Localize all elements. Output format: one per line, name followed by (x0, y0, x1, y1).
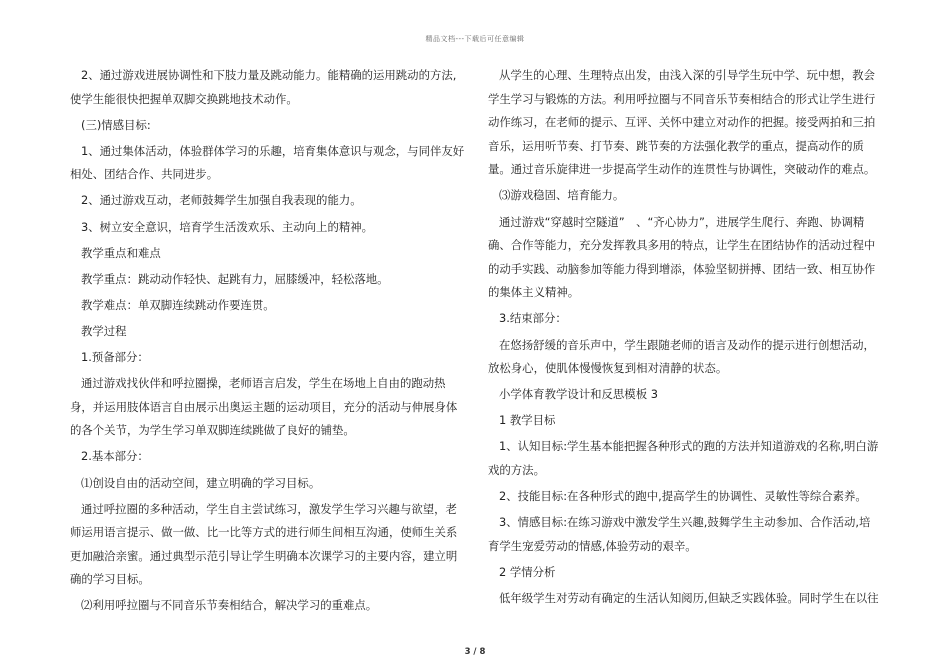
section-heading: 2 学情分析 (499, 564, 556, 579)
paragraph: 1、认知目标:学生基本能把握各种形式的跑的方法并知道游戏的名称,明白游戏的方法。 (488, 439, 879, 477)
paragraph: 2、技能目标:在各种形式的跑中,提高学生的协调性、灵敏性等综合素养。 (499, 489, 867, 504)
paragraph: 3、情感目标:在练习游戏中激发学生兴趣,鼓舞学生主动参加、合作活动,培育学生宠爱劳动的情感,体验劳动的艰辛。 (488, 515, 871, 553)
section-title: 小学体育教学设计和反思模板 3 (499, 387, 658, 402)
paragraph: 教学难点：单双脚连续跳动作要连贯。 (81, 297, 275, 312)
page-number: 3 / 8 (464, 647, 486, 657)
paragraph: 教学重点：跳动动作轻快、起跳有力，屈膝缓冲，轻松落地。 (81, 271, 389, 286)
paragraph: ⑶游戏稳固、培育能力。 (499, 188, 625, 203)
left-column (70, 64, 465, 621)
paragraph: 从学生的心理、生理特点出发，由浅入深的引导学生玩中学、玩中想，教会学生学习与锻炼的方法。利用呼拉圈与不同音乐节奏相结合的形式让学生进行动作练习，在老师的提示、互评、关怀中建立对动作的把握。接受两拍和三拍音乐，运用听节奏、打节奏、跳节奏的方法强化教学的重点，提高动作的质量。通过音乐旋律进一步提高学生动作的连贯性与协调性，突破动作的难点。 (488, 68, 876, 177)
paragraph: 3、树立安全意识，培育学生活泼欢乐、主动向上的精神。 (81, 219, 374, 234)
paragraph: 在悠扬舒缓的音乐声中，学生跟随老师的语言及动作的提示进行创想活动，放松身心，使肌体慢慢恢复到相对清静的状态。 (488, 337, 875, 376)
paragraph: 1、通过集体活动，体验群体学习的乐趣，培育集体意识与观念，与同伴友好相处、团结合作、共同进步。 (70, 143, 465, 182)
section-heading: 2.基本部分： (81, 449, 149, 464)
paragraph: ⑴创设自由的活动空间，建立明确的学习目标。 (81, 475, 321, 490)
right-column (488, 64, 880, 613)
section-heading: 1 教学目标 (499, 413, 556, 428)
paragraph: 2、通过游戏互动，老师鼓舞学生加强自我表现的能力。 (81, 193, 362, 208)
section-heading: 1.预备部分： (81, 350, 149, 365)
section-heading: (三)情感目标: (81, 117, 151, 132)
paragraph: 低年级学生对劳动有确定的生活认知阅历,但缺乏实践体验。同时学生在以往 (499, 590, 879, 605)
paragraph: ⑵利用呼拉圈与不同音乐节奏相结合，解决学习的重难点。 (81, 598, 378, 613)
paragraph: 通过游戏“穿越时空隧道” 、“齐心协力”，进展学生爬行、奔跑、协调精确、合作等能力，充分发挥教具多用的特点，让学生在团结协作的活动过程中的动手实践、动脑参加等能力得到增添，体验坚韧拼搏、团结一致、相互协作的集体主义精神。 (488, 214, 876, 300)
paragraph: 通过呼拉圈的多种活动，学生自主尝试练习，激发学生学习兴趣与欲望，老师运用语言提示、做一做、比一比等方式的进行师生间相互沟通，使师生关系更加融洽亲蜜。通过典型示范引导让学生明确本次课学习的主要内容，建立明确的学习目标。 (70, 501, 458, 587)
section-heading: 教学过程 (81, 323, 127, 338)
paragraph: 2、通过游戏进展协调性和下肢力量及跳动能力。能精确的运用跳动的方法,使学生能很快把握单双脚交换跳地技术动作。 (70, 68, 457, 106)
section-heading: 教学重点和难点 (81, 245, 161, 260)
paragraph: 通过游戏找伙伴和呼拉圈操，老师语言启发，学生在场地上自由的跑动热身，并运用肢体语言自由展示出奥运主题的运动项目，充分的活动与伸展身体的各个关节，为学生学习单双脚连续跳做了良好的铺垫。 (70, 376, 458, 438)
section-heading: 3.结束部分： (499, 311, 567, 326)
page-header: 精品文档---下载后可任意编辑 (425, 35, 525, 43)
